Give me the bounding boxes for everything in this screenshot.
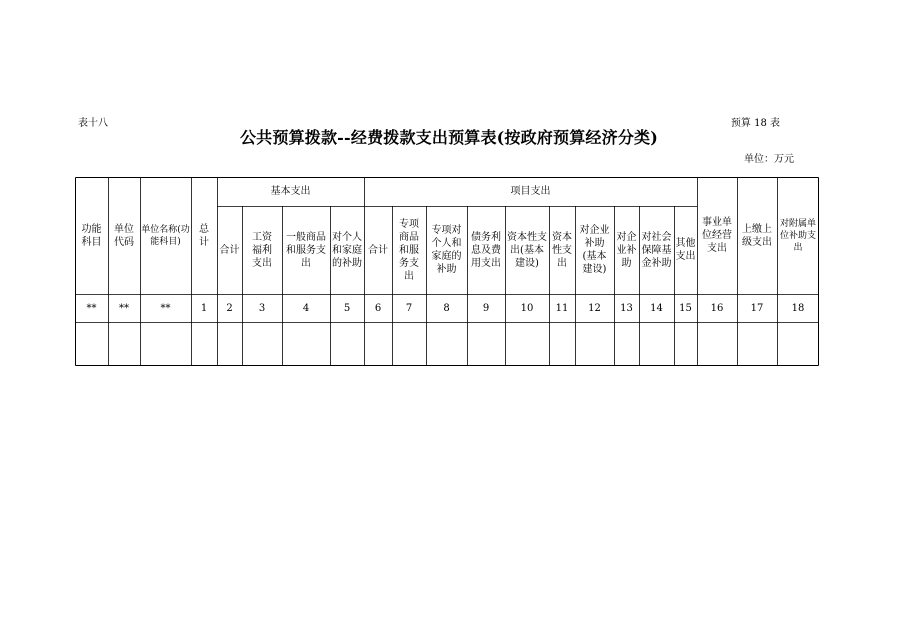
header-capital: 资本性支出 — [552, 231, 572, 269]
group-header-basic: 基本支出 — [270, 186, 311, 197]
index-cell: 16 — [710, 302, 724, 314]
header-special-personal: 专项对个人和家庭的补助 — [431, 225, 462, 275]
table-cell — [549, 322, 575, 366]
table-cell — [505, 322, 549, 366]
unit-label: 单位：万元 — [744, 154, 794, 165]
table-cell — [282, 322, 330, 366]
index-cell: 18 — [791, 302, 805, 314]
index-cell: 10 — [520, 302, 534, 314]
header-total: 总计 — [199, 223, 209, 248]
header-debt-interest: 债务利息及费用支出 — [471, 231, 501, 269]
index-cell: 17 — [750, 302, 764, 314]
index-cell: ** — [119, 302, 129, 314]
table-cell — [697, 322, 737, 366]
index-cell: ** — [160, 302, 171, 314]
header-capital-infra: 资本性支出(基本建设) — [507, 231, 547, 269]
table-cell — [140, 322, 191, 366]
table-cell — [639, 322, 674, 366]
table-cell — [777, 322, 819, 366]
index-cell: 14 — [650, 302, 663, 314]
index-cell: 1 — [200, 302, 208, 314]
header-unit-code: 单位代码 — [114, 223, 134, 248]
header-personal-household: 对个人和家庭的补助 — [332, 231, 362, 269]
header-enterprise-infra: 对企业补助(基本建设) — [579, 225, 610, 275]
header-unit-name: 单位名称(功能科目) — [141, 224, 190, 247]
index-cell: 8 — [443, 302, 450, 314]
table-number: 表十八 — [78, 118, 108, 129]
index-cell: 11 — [555, 302, 569, 314]
index-cell: 13 — [620, 302, 633, 314]
index-cell: 12 — [588, 302, 601, 314]
header-institution-ops: 事业单位经营支出 — [702, 217, 732, 254]
table-cell — [674, 322, 697, 366]
index-cell: 5 — [343, 302, 351, 314]
table-cell — [737, 322, 777, 366]
table-cell — [191, 322, 217, 366]
index-cell: 2 — [226, 302, 233, 314]
budget-number: 预算 18 表 — [730, 118, 780, 129]
table-cell — [242, 322, 282, 366]
index-cell: 3 — [258, 302, 266, 314]
header-basic-total: 合计 — [219, 244, 240, 256]
header-upper-payment: 上缴上级支出 — [742, 223, 772, 248]
table-cell — [108, 322, 140, 366]
table-cell — [364, 322, 392, 366]
index-cell: 6 — [374, 302, 382, 314]
index-cell: 4 — [302, 302, 310, 314]
table-cell — [426, 322, 467, 366]
index-cell: 7 — [405, 302, 413, 314]
page-title: 公共预算拨款--经费拨款支出预算表(按政府预算经济分类) — [239, 128, 659, 147]
group-header-project: 项目支出 — [510, 186, 551, 197]
header-affiliated: 对附属单位补助支出 — [780, 218, 817, 253]
header-other: 其他支出 — [675, 238, 696, 262]
index-cell: 15 — [679, 302, 692, 314]
table-cell — [392, 322, 426, 366]
index-cell: ** — [86, 302, 97, 314]
table-cell — [330, 322, 364, 366]
header-special-goods: 专项商品和服务支出 — [399, 218, 419, 282]
table-cell — [217, 322, 242, 366]
table-cell — [467, 322, 505, 366]
header-enterprise: 对企业补助 — [616, 231, 637, 269]
header-salary: 工资福利支出 — [252, 231, 272, 269]
header-goods-services: 一般商品和服务支出 — [286, 231, 326, 269]
table-cell — [575, 322, 614, 366]
header-func-subject: 功能科目 — [81, 223, 102, 248]
index-cell: 9 — [482, 302, 490, 314]
header-social-security: 对社会保障基金补助 — [641, 231, 672, 269]
header-project-total: 合计 — [368, 244, 388, 256]
budget-table — [75, 177, 819, 366]
table-cell — [614, 322, 639, 366]
table-cell — [75, 322, 108, 366]
